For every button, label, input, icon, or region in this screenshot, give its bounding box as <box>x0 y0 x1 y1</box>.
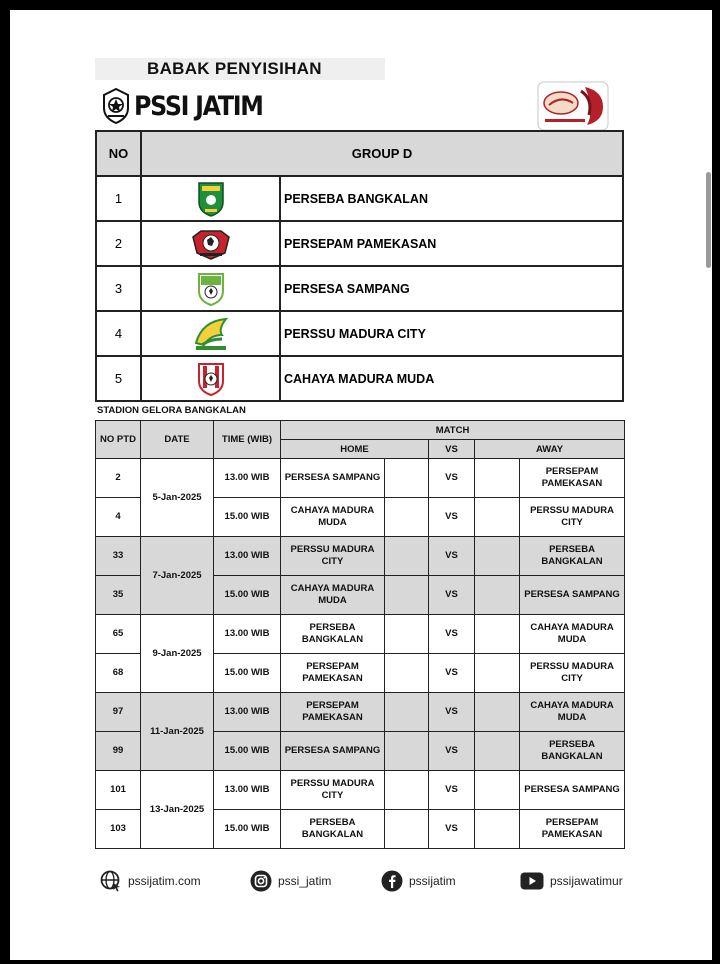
match-time: 13.00 WIB <box>214 459 281 498</box>
match-number: 65 <box>96 615 141 654</box>
home-score <box>385 498 429 537</box>
team-logo-cell <box>141 176 280 221</box>
tournament-logo <box>537 81 609 131</box>
col-time-header: TIME (WIB) <box>214 421 281 459</box>
home-score <box>385 615 429 654</box>
match-time: 15.00 WIB <box>214 654 281 693</box>
match-date: 9-Jan-2025 <box>141 615 214 693</box>
website-text: pssijatim.com <box>128 874 201 888</box>
col-no-header: NO <box>96 131 141 176</box>
globe-icon <box>100 870 122 892</box>
footer-social-bar <box>100 868 630 898</box>
group-table <box>95 130 624 402</box>
match-date: 13-Jan-2025 <box>141 771 214 849</box>
team-name: PERSEPAM PAMEKASAN <box>280 221 623 266</box>
home-team: PERSESA SAMPANG <box>281 459 385 498</box>
away-score <box>475 771 520 810</box>
team-logo-cell <box>141 221 280 266</box>
group-header-row <box>96 131 623 176</box>
col-away-header: AWAY <box>475 440 625 459</box>
away-team: PERSESA SAMPANG <box>520 576 625 615</box>
match-row <box>96 537 625 576</box>
away-team: CAHAYA MADURA MUDA <box>520 615 625 654</box>
team-number: 1 <box>96 176 141 221</box>
col-date-header: DATE <box>141 421 214 459</box>
footer-instagram[interactable] <box>250 868 331 894</box>
match-date: 7-Jan-2025 <box>141 537 214 615</box>
match-row <box>96 459 625 498</box>
match-number: 2 <box>96 459 141 498</box>
col-group-header: GROUP D <box>141 131 623 176</box>
home-score <box>385 732 429 771</box>
away-team: PERSSU MADURA CITY <box>520 498 625 537</box>
vs-label: VS <box>429 732 475 771</box>
home-team: PERSESA SAMPANG <box>281 732 385 771</box>
team-row <box>96 266 623 311</box>
match-time: 13.00 WIB <box>214 615 281 654</box>
match-time: 15.00 WIB <box>214 576 281 615</box>
cahaya-logo-icon <box>196 361 226 397</box>
home-team: PERSEBA BANGKALAN <box>281 810 385 849</box>
vs-label: VS <box>429 810 475 849</box>
instagram-text: pssi_jatim <box>278 874 332 888</box>
home-team: PERSSU MADURA CITY <box>281 537 385 576</box>
vs-label: VS <box>429 771 475 810</box>
vs-label: VS <box>429 693 475 732</box>
perseba-logo-icon <box>196 180 226 218</box>
home-score <box>385 810 429 849</box>
team-name: CAHAYA MADURA MUDA <box>280 356 623 401</box>
org-name: PSSI JATIM <box>134 90 263 122</box>
persesa-logo-icon <box>196 271 226 307</box>
match-number: 35 <box>96 576 141 615</box>
facebook-text: pssijatim <box>409 874 456 888</box>
match-number: 99 <box>96 732 141 771</box>
match-time: 13.00 WIB <box>214 537 281 576</box>
team-number: 2 <box>96 221 141 266</box>
col-no-ptd-header: NO PTD <box>96 421 141 459</box>
perssu-logo-icon <box>192 315 230 353</box>
team-row <box>96 221 623 266</box>
away-score <box>475 732 520 771</box>
team-row <box>96 356 623 401</box>
match-date: 5-Jan-2025 <box>141 459 214 537</box>
schedule-header-row <box>96 421 625 440</box>
team-row <box>96 311 623 356</box>
team-logo-cell <box>141 356 280 401</box>
team-name: PERSEBA BANGKALAN <box>280 176 623 221</box>
away-team: PERSEBA BANGKALAN <box>520 732 625 771</box>
match-row <box>96 771 625 810</box>
home-score <box>385 537 429 576</box>
vs-label: VS <box>429 459 475 498</box>
team-name: PERSESA SAMPANG <box>280 266 623 311</box>
team-name: PERSSU MADURA CITY <box>280 311 623 356</box>
match-number: 33 <box>96 537 141 576</box>
youtube-icon <box>520 872 544 890</box>
away-team: PERSEPAM PAMEKASAN <box>520 810 625 849</box>
match-time: 15.00 WIB <box>214 732 281 771</box>
team-logo-cell <box>141 266 280 311</box>
vs-label: VS <box>429 498 475 537</box>
match-row <box>96 693 625 732</box>
pssi-emblem-icon <box>102 88 130 124</box>
match-time: 13.00 WIB <box>214 693 281 732</box>
document-page <box>10 10 712 960</box>
away-score <box>475 459 520 498</box>
venue-label: STADION GELORA BANGKALAN <box>97 405 246 416</box>
col-match-header: MATCH <box>281 421 625 440</box>
vs-label: VS <box>429 576 475 615</box>
col-vs-header: VS <box>429 440 475 459</box>
away-score <box>475 654 520 693</box>
instagram-icon <box>250 870 272 892</box>
home-score <box>385 693 429 732</box>
match-row <box>96 615 625 654</box>
footer-youtube[interactable] <box>520 868 623 894</box>
home-team: PERSSU MADURA CITY <box>281 771 385 810</box>
team-row <box>96 176 623 221</box>
match-number: 4 <box>96 498 141 537</box>
schedule-table <box>95 420 625 849</box>
away-score <box>475 810 520 849</box>
away-score <box>475 537 520 576</box>
away-team: PERSEBA BANGKALAN <box>520 537 625 576</box>
match-time: 15.00 WIB <box>214 498 281 537</box>
footer-facebook[interactable] <box>381 868 456 894</box>
away-score <box>475 615 520 654</box>
match-number: 101 <box>96 771 141 810</box>
away-team: PERSSU MADURA CITY <box>520 654 625 693</box>
team-logo-cell <box>141 311 280 356</box>
match-time: 13.00 WIB <box>214 771 281 810</box>
match-date: 11-Jan-2025 <box>141 693 214 771</box>
vs-label: VS <box>429 537 475 576</box>
away-team: PERSEPAM PAMEKASAN <box>520 459 625 498</box>
home-score <box>385 576 429 615</box>
home-score <box>385 654 429 693</box>
match-number: 103 <box>96 810 141 849</box>
away-team: PERSESA SAMPANG <box>520 771 625 810</box>
persepam-logo-icon <box>191 227 231 261</box>
home-score <box>385 771 429 810</box>
home-team: PERSEPAM PAMEKASAN <box>281 693 385 732</box>
team-number: 4 <box>96 311 141 356</box>
away-score <box>475 498 520 537</box>
vs-label: VS <box>429 654 475 693</box>
match-time: 15.00 WIB <box>214 810 281 849</box>
away-score <box>475 693 520 732</box>
team-number: 3 <box>96 266 141 311</box>
col-home-header: HOME <box>281 440 429 459</box>
org-logo <box>102 88 280 124</box>
scrollbar-thumb[interactable] <box>706 172 711 268</box>
away-team: CAHAYA MADURA MUDA <box>520 693 625 732</box>
match-number: 68 <box>96 654 141 693</box>
home-team: CAHAYA MADURA MUDA <box>281 576 385 615</box>
away-score <box>475 576 520 615</box>
facebook-icon <box>381 870 403 892</box>
vs-label: VS <box>429 615 475 654</box>
home-team: PERSEPAM PAMEKASAN <box>281 654 385 693</box>
stage-title: BABAK PENYISIHAN <box>95 58 385 80</box>
footer-website[interactable] <box>100 868 201 894</box>
team-number: 5 <box>96 356 141 401</box>
home-team: CAHAYA MADURA MUDA <box>281 498 385 537</box>
home-score <box>385 459 429 498</box>
youtube-text: pssijawatimur <box>550 874 623 888</box>
home-team: PERSEBA BANGKALAN <box>281 615 385 654</box>
match-number: 97 <box>96 693 141 732</box>
